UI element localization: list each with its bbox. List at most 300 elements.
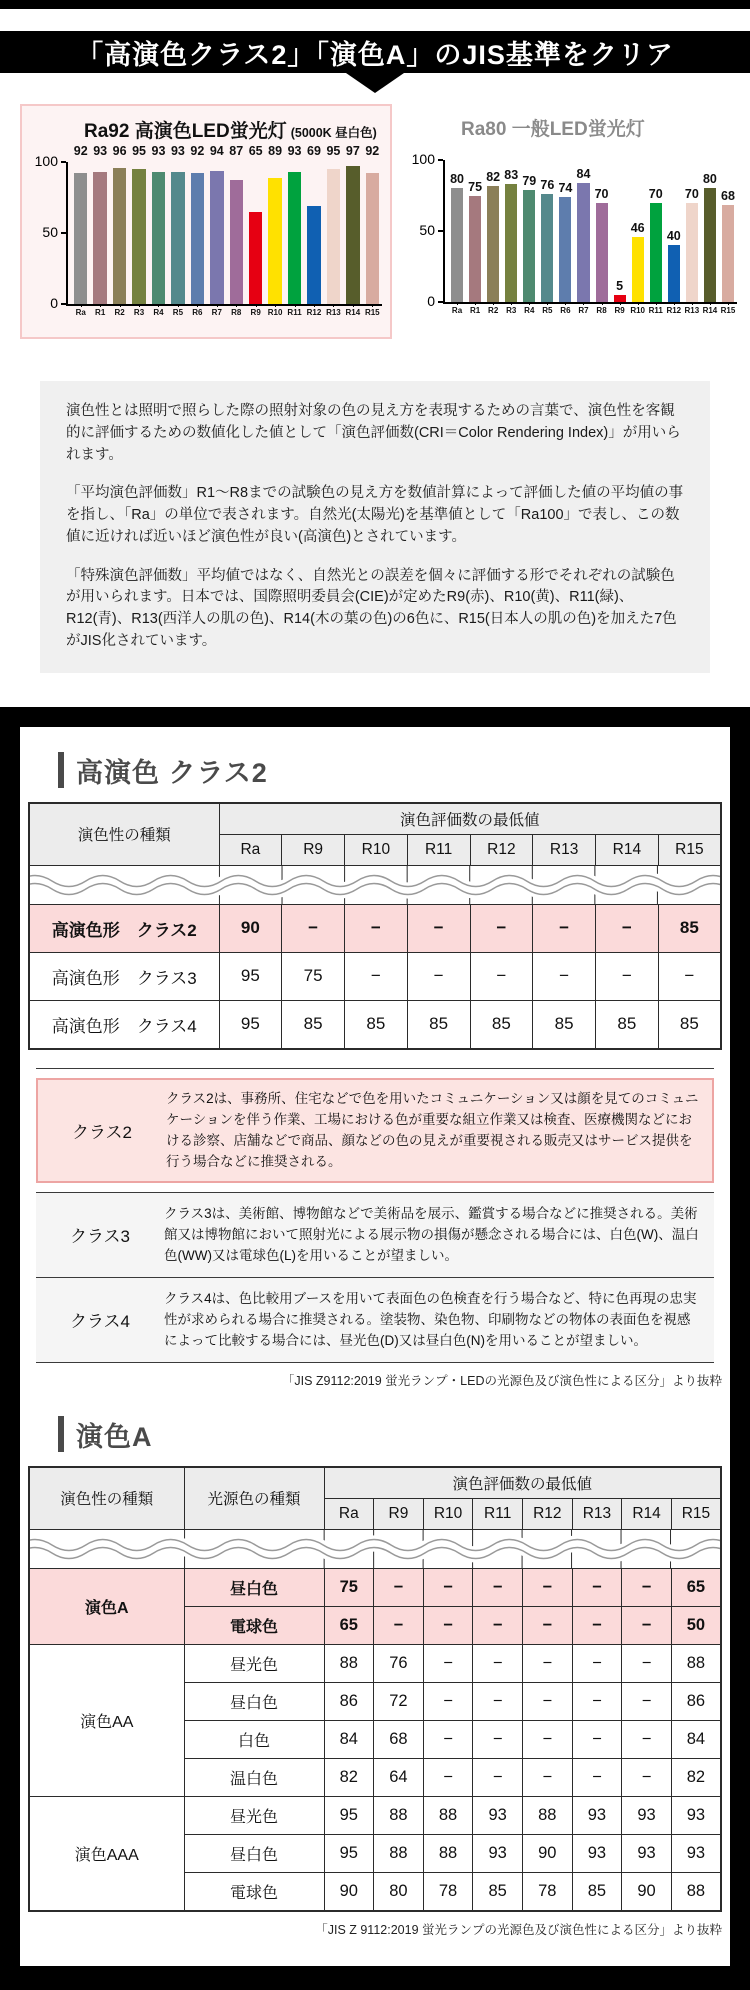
bar-value-label: 70 — [648, 186, 663, 201]
x-axis-label: R10 — [267, 308, 283, 317]
bar-R5 — [171, 172, 184, 304]
x-axis-tick — [728, 302, 729, 305]
bar-column-R15 — [720, 160, 736, 315]
bar-column-R14 — [345, 144, 361, 317]
bar-column-R10 — [267, 144, 283, 317]
bar-column-R3 — [132, 144, 146, 317]
value-cell: − — [523, 1682, 573, 1720]
bar-column-Ra — [450, 160, 464, 315]
x-axis-tick — [120, 304, 121, 307]
value-cell: 88 — [324, 1644, 374, 1682]
value-cell: 86 — [324, 1682, 374, 1720]
value-cell: − — [473, 1644, 523, 1682]
value-cell: − — [622, 1606, 672, 1644]
x-axis-label: R4 — [153, 308, 164, 317]
bar-value-label: 76 — [540, 178, 555, 193]
bar-R12 — [668, 245, 680, 302]
bar-column-R2 — [112, 144, 127, 317]
value-cell: 90 — [622, 1872, 672, 1911]
bar-column-R3 — [504, 160, 519, 315]
class-desc-クラス3 — [36, 1193, 714, 1277]
bar-value-label: 68 — [721, 189, 735, 204]
bar-value-label: 84 — [576, 166, 591, 181]
x-axis-label: R15 — [364, 308, 380, 317]
value-cell: 85 — [533, 1000, 596, 1049]
section-header-class2 — [58, 751, 722, 790]
value-cell: 95 — [324, 1796, 374, 1834]
x-axis-tick — [275, 304, 276, 307]
value-cell: − — [658, 952, 721, 1000]
value-cell: 93 — [473, 1796, 523, 1834]
x-axis-tick — [674, 302, 675, 305]
bar-column-R10 — [630, 160, 645, 315]
bar-R6 — [191, 173, 204, 304]
value-cell: − — [473, 1606, 523, 1644]
x-axis-label: R13 — [684, 306, 700, 315]
white-panel — [20, 727, 730, 1966]
class-label: クラス3 — [70, 1227, 130, 1247]
x-axis-label: R5 — [172, 308, 184, 317]
bar-value-label: 40 — [666, 229, 681, 244]
x-axis-label: R9 — [614, 306, 625, 315]
value-cell: − — [423, 1682, 473, 1720]
x-axis-label: Ra — [451, 306, 463, 315]
bar-column-R1 — [93, 144, 108, 317]
bar-value-label: 83 — [504, 168, 519, 183]
bar-value-label: 93 — [170, 144, 185, 158]
value-cell: 88 — [374, 1796, 424, 1834]
value-cell: − — [523, 1720, 573, 1758]
value-cell: 93 — [671, 1834, 721, 1872]
col-header-R10: R10 — [345, 834, 408, 865]
x-axis-tick — [638, 302, 639, 305]
x-axis-tick — [197, 304, 198, 307]
x-axis-tick — [620, 302, 621, 305]
col-header-R11: R11 — [473, 1498, 523, 1529]
col-header-R9: R9 — [374, 1498, 424, 1529]
x-axis-tick — [493, 302, 494, 305]
value-cell: 85 — [345, 1000, 408, 1049]
bar-value-label: 96 — [112, 144, 127, 158]
bar-R11 — [650, 203, 662, 302]
value-cell: − — [572, 1720, 622, 1758]
light-color-label: 昼白色 — [184, 1682, 324, 1720]
bar-R10 — [268, 178, 281, 304]
bar-R3 — [505, 184, 517, 302]
chart-title-text: Ra92 高演色LED蛍光灯 — [84, 121, 287, 142]
ensyoku-a-requirements-table — [28, 1466, 722, 1912]
value-cell: 65 — [324, 1606, 374, 1644]
x-axis-label: R11 — [648, 306, 663, 315]
bar-R5 — [541, 194, 553, 302]
value-cell: − — [345, 904, 408, 952]
y-axis-label: 100 — [411, 151, 435, 167]
col-header-R13: R13 — [533, 834, 596, 865]
bar-R9 — [249, 212, 262, 304]
col-header-type: 演色性の種類 — [29, 803, 219, 866]
bar-value-label: 70 — [594, 186, 609, 201]
row-label: 高演色形 クラス3 — [29, 952, 219, 1000]
y-axis-label: 50 — [419, 222, 435, 238]
divider-line — [36, 1068, 714, 1069]
table-row — [29, 1568, 721, 1606]
x-axis-tick — [372, 304, 373, 307]
bar-value-label: 46 — [630, 220, 645, 235]
bar-R1 — [93, 172, 106, 304]
x-axis-tick — [139, 304, 140, 307]
value-cell: 85 — [470, 1000, 533, 1049]
value-cell: − — [523, 1758, 573, 1796]
x-axis-tick — [178, 304, 179, 307]
top-black-strip — [0, 0, 750, 9]
value-cell: 80 — [374, 1872, 424, 1911]
x-axis-tick — [547, 302, 548, 305]
value-cell: − — [572, 1644, 622, 1682]
value-cell: − — [282, 904, 345, 952]
value-cell: 93 — [572, 1834, 622, 1872]
light-color-label: 昼白色 — [184, 1834, 324, 1872]
x-axis-label: R5 — [542, 306, 553, 315]
light-color-label: 昼光色 — [184, 1644, 324, 1682]
x-axis-tick — [353, 304, 354, 307]
x-axis-tick — [158, 304, 159, 307]
value-cell: − — [374, 1568, 424, 1606]
x-axis-label: R12 — [306, 308, 322, 317]
col-header-light: 光源色の種類 — [184, 1467, 324, 1530]
x-axis-label: R4 — [524, 306, 535, 315]
bar-R3 — [132, 169, 145, 304]
value-cell: 93 — [622, 1796, 672, 1834]
value-cell: − — [423, 1644, 473, 1682]
bar-value-label: 97 — [345, 144, 360, 158]
x-axis-label: R13 — [326, 308, 341, 317]
bar-column-R13 — [684, 160, 700, 315]
bar-value-label: 94 — [209, 144, 224, 158]
value-cell: − — [622, 1644, 672, 1682]
value-cell: − — [523, 1606, 573, 1644]
value-cell: − — [473, 1568, 523, 1606]
bar-column-R8 — [594, 160, 609, 315]
value-cell: − — [572, 1606, 622, 1644]
bar-value-label: 95 — [326, 144, 341, 158]
section-header-bar — [58, 1416, 64, 1452]
value-cell: − — [473, 1758, 523, 1796]
group-label-演色AAA: 演色AAA — [29, 1796, 184, 1911]
class-description-list — [36, 1068, 714, 1363]
x-axis-label: R8 — [596, 306, 607, 315]
bar-column-R1 — [468, 160, 483, 315]
bar-R6 — [559, 197, 571, 302]
section-header-bar — [58, 752, 64, 788]
source-note-1: 「JIS Z9112:2019 蛍光ランプ・LEDの光源色及び演色性による区分」より抜粋 — [281, 1373, 722, 1388]
bar-R10 — [632, 237, 644, 302]
value-cell: − — [423, 1720, 473, 1758]
bar-Ra — [74, 173, 87, 304]
class2-requirements-table — [28, 802, 722, 1050]
chart-title — [84, 116, 377, 143]
y-axis-label: 0 — [427, 293, 435, 309]
value-cell: 85 — [473, 1872, 523, 1911]
x-axis-label: R1 — [95, 308, 106, 317]
bar-R15 — [722, 205, 734, 302]
bar-column-R5 — [170, 144, 185, 317]
bar-value-label: 93 — [151, 144, 166, 158]
class-desc-クラス4 — [36, 1278, 714, 1362]
x-axis-tick — [236, 304, 237, 307]
x-axis-tick — [256, 304, 257, 307]
title-banner — [0, 31, 750, 73]
x-axis-tick — [81, 304, 82, 307]
bar-column-R2 — [486, 160, 501, 315]
value-cell: − — [572, 1682, 622, 1720]
value-cell: 95 — [324, 1834, 374, 1872]
value-cell: 88 — [523, 1796, 573, 1834]
bar-R4 — [152, 172, 165, 304]
value-cell: − — [622, 1568, 672, 1606]
bar-column-Ra — [73, 144, 88, 317]
value-cell: 78 — [423, 1872, 473, 1911]
bar-R15 — [366, 173, 379, 304]
light-color-label: 白色 — [184, 1720, 324, 1758]
value-cell: − — [523, 1644, 573, 1682]
col-header-R12: R12 — [523, 1498, 573, 1529]
value-cell: − — [596, 952, 659, 1000]
banner-pointer-triangle — [346, 73, 404, 93]
x-axis-tick — [511, 302, 512, 305]
value-cell: − — [470, 904, 533, 952]
value-cell: 84 — [324, 1720, 374, 1758]
bar-value-label: 79 — [522, 173, 537, 188]
bar-value-label: 93 — [287, 144, 302, 158]
group-label-演色A: 演色A — [29, 1568, 184, 1644]
x-axis-tick — [656, 302, 657, 305]
value-cell: 88 — [374, 1834, 424, 1872]
col-header-R11: R11 — [407, 834, 470, 865]
col-header-R14: R14 — [622, 1498, 672, 1529]
bar-R2 — [487, 186, 499, 302]
table-row — [29, 1000, 721, 1049]
class-label: クラス4 — [70, 1312, 130, 1332]
value-cell: 85 — [407, 1000, 470, 1049]
value-cell: 76 — [374, 1644, 424, 1682]
bar-column-R11 — [648, 160, 663, 315]
bar-value-label: 70 — [684, 186, 699, 201]
bar-value-label: 74 — [558, 180, 573, 195]
bar-R7 — [577, 183, 589, 302]
bar-column-R9 — [248, 144, 263, 317]
value-cell: 85 — [282, 1000, 345, 1049]
x-axis-tick — [314, 304, 315, 307]
x-axis-label: R12 — [666, 306, 682, 315]
x-axis-label: R10 — [630, 306, 645, 315]
col-header-R12: R12 — [470, 834, 533, 865]
x-axis-label: R6 — [560, 306, 571, 315]
bar-R14 — [346, 166, 359, 304]
value-cell: − — [407, 952, 470, 1000]
value-cell: 88 — [671, 1644, 721, 1682]
value-cell: − — [572, 1758, 622, 1796]
bar-R2 — [113, 168, 126, 304]
value-cell: 75 — [282, 952, 345, 1000]
class-description: クラス2は、事務所、住宅などで色を用いたコミュニケーション又は顔を見てのコミュニケーションを伴う作業、工場における色が重要な組立作業又は検査、医療機関などにおける診察、店舗などで商品、顔などの色の見えが重要視される販売又はサービス提供を行う場合などに推奨される。 — [166, 1090, 699, 1170]
x-axis-label: R3 — [133, 308, 145, 317]
value-cell: − — [523, 1568, 573, 1606]
bar-value-label: 92 — [365, 144, 380, 158]
x-axis-tick — [295, 304, 296, 307]
y-axis-label: 100 — [34, 153, 58, 169]
x-axis-label: R1 — [469, 306, 481, 315]
x-axis-tick — [583, 302, 584, 305]
bar-R7 — [210, 171, 223, 304]
bar-value-label: 92 — [190, 144, 205, 158]
col-header-R13: R13 — [572, 1498, 622, 1529]
value-cell: 95 — [219, 952, 282, 1000]
intro-paragraph-3: 「特殊演色評価数」平均値ではなく、自然光との誤差を個々に評価する形でそれぞれの試験色が用いられます。日本では、国際照明委員会(CIE)が定めたR9(赤)、R10(黄)、R11(緑)、R12(青)、R13(西洋人の肌の色)、R14(木の葉の色)の6色に、R15(日本人の肌の色)を加えた7色がJIS化されています。 — [66, 567, 677, 649]
value-cell: − — [622, 1720, 672, 1758]
bar-column-R15 — [364, 144, 380, 317]
bar-value-label: 82 — [486, 169, 501, 184]
value-cell: 82 — [324, 1758, 374, 1796]
value-cell: 86 — [671, 1682, 721, 1720]
col-header-R10: R10 — [423, 1498, 473, 1529]
bar-R12 — [307, 206, 320, 304]
value-cell: − — [423, 1606, 473, 1644]
value-cell: − — [407, 904, 470, 952]
bar-R4 — [523, 190, 535, 302]
x-axis-label: R2 — [488, 306, 499, 315]
y-axis-label: 0 — [50, 295, 58, 311]
x-axis-tick — [457, 302, 458, 305]
section-title-ensyoku-a: 演色A — [76, 1421, 153, 1452]
bar-value-label: 65 — [248, 144, 263, 158]
value-cell: 93 — [671, 1796, 721, 1834]
value-cell: 68 — [374, 1720, 424, 1758]
bar-column-R14 — [702, 160, 718, 315]
bar-value-label: 80 — [450, 172, 464, 187]
col-header-Ra: Ra — [219, 834, 282, 865]
x-axis-tick — [602, 302, 603, 305]
bar-R13 — [327, 169, 340, 304]
x-axis-tick — [217, 304, 218, 307]
value-cell: − — [473, 1720, 523, 1758]
value-cell: 85 — [596, 1000, 659, 1049]
x-axis-label: R7 — [578, 306, 589, 315]
bar-column-R6 — [190, 144, 205, 317]
x-axis-label: R6 — [192, 308, 203, 317]
table-row — [29, 952, 721, 1000]
col-header-group: 演色評価数の最低値 — [324, 1467, 721, 1499]
bar-column-R9 — [614, 160, 626, 315]
group-label-演色AA: 演色AA — [29, 1644, 184, 1796]
value-cell: 75 — [324, 1568, 374, 1606]
intro-text-box — [40, 381, 710, 673]
bar-R1 — [469, 196, 481, 303]
bar-column-R12 — [306, 144, 322, 317]
x-axis-label: Ra — [75, 308, 86, 317]
col-header-R15: R15 — [671, 1498, 721, 1529]
col-header-R14: R14 — [596, 834, 659, 865]
source-note-2: 「JIS Z 9112:2019 蛍光ランプの光源色及び演色性による区分」より抜粋 — [315, 1922, 722, 1937]
x-axis-label: R14 — [345, 308, 361, 317]
plot-area — [66, 144, 382, 317]
chart-high-cri — [20, 104, 392, 339]
table-break-wave — [29, 865, 721, 904]
x-axis-label: R15 — [720, 306, 736, 315]
value-cell: 84 — [671, 1720, 721, 1758]
y-axis-label: 50 — [42, 224, 58, 240]
bar-column-R12 — [666, 160, 682, 315]
value-cell: 85 — [572, 1872, 622, 1911]
value-cell: − — [345, 952, 408, 1000]
value-cell: 88 — [423, 1834, 473, 1872]
value-cell: − — [423, 1758, 473, 1796]
charts-row — [0, 104, 750, 348]
col-header-R9: R9 — [282, 834, 345, 865]
value-cell: 64 — [374, 1758, 424, 1796]
value-cell: 78 — [523, 1872, 573, 1911]
light-color-label: 温白色 — [184, 1758, 324, 1796]
value-cell: 90 — [523, 1834, 573, 1872]
row-label: 高演色形 クラス4 — [29, 1000, 219, 1049]
class-description: クラス4は、色比較用ブースを用いて表面色の色検査を行う場合など、特に色再現の忠実性が求められる場合に推奨される。塗装物、染色物、印刷物などの物体の表面色を視感によって比較する場合には、昼光色(D)又は昼白色(N)を用いることが望ましい。 — [164, 1290, 697, 1349]
value-cell: 90 — [219, 904, 282, 952]
bar-value-label: 87 — [229, 144, 244, 158]
value-cell: 93 — [622, 1834, 672, 1872]
value-cell: 93 — [572, 1796, 622, 1834]
bar-value-label: 89 — [268, 144, 283, 158]
x-axis-label: R8 — [231, 308, 242, 317]
divider-line — [36, 1362, 714, 1363]
x-axis-tick — [333, 304, 334, 307]
x-axis-label: R9 — [250, 308, 261, 317]
bar-R11 — [288, 172, 301, 304]
value-cell: − — [473, 1682, 523, 1720]
table-break-wave — [29, 1529, 721, 1568]
value-cell: 88 — [671, 1872, 721, 1911]
x-axis-label: R14 — [702, 306, 718, 315]
bar-Ra — [451, 188, 463, 302]
bar-column-R6 — [558, 160, 573, 315]
bar-column-R4 — [522, 160, 537, 315]
bar-column-R4 — [151, 144, 166, 317]
col-header-group: 演色評価数の最低値 — [219, 803, 721, 835]
value-cell: 90 — [324, 1872, 374, 1911]
class-label: クラス2 — [72, 1122, 132, 1142]
x-axis-label: R11 — [287, 308, 302, 317]
value-cell: − — [374, 1606, 424, 1644]
value-cell: − — [470, 952, 533, 1000]
value-cell: 72 — [374, 1682, 424, 1720]
bar-column-R11 — [287, 144, 302, 317]
value-cell: − — [596, 904, 659, 952]
bar-column-R5 — [540, 160, 555, 315]
value-cell: − — [423, 1568, 473, 1606]
plot-area — [443, 160, 737, 315]
x-axis-label: R7 — [211, 308, 222, 317]
x-axis-tick — [100, 304, 101, 307]
bar-column-R8 — [229, 144, 244, 317]
value-cell: 95 — [219, 1000, 282, 1049]
bar-value-label: 80 — [702, 172, 717, 187]
class-description: クラス3は、美術館、博物館などで美術品を展示、鑑賞する場合などに推奨される。美術館又は博物館において照射光による展示物の損傷が懸念される場合には、白色(W)、温白色(WW)又は電球色(L)を用いることが望ましい。 — [164, 1205, 699, 1264]
jis-standards-section — [0, 707, 750, 1990]
class-desc-クラス2 — [36, 1078, 714, 1183]
value-cell: 85 — [658, 904, 721, 952]
value-cell: − — [533, 952, 596, 1000]
x-axis-tick — [565, 302, 566, 305]
value-cell: 65 — [671, 1568, 721, 1606]
bar-column-R7 — [576, 160, 591, 315]
